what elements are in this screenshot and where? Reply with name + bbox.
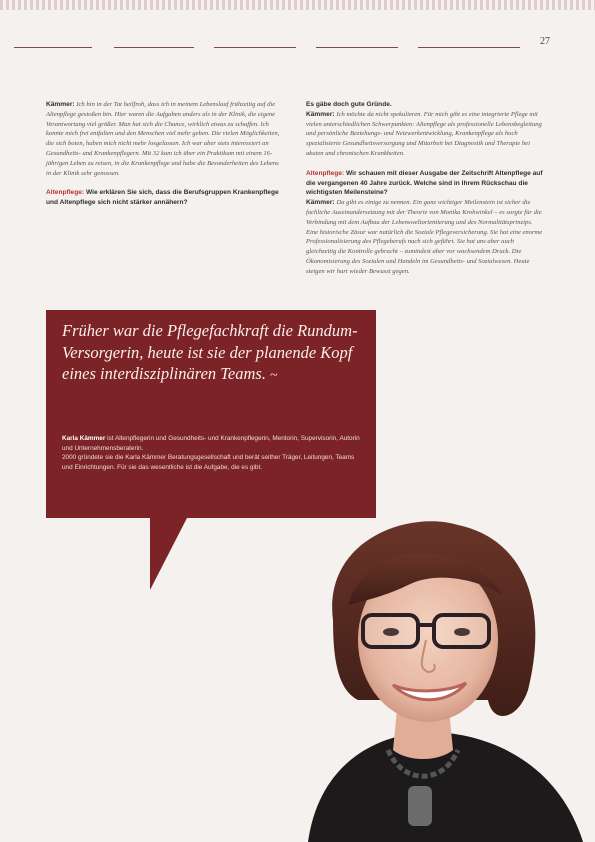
question-text: Wir schauen mit dieser Ausgabe der Zeitschrift Altenpflege auf die vergangenen 40 Jahre zurück. Welche sind in Ihrem Rückschau die wichtigsten Meilensteine? (306, 169, 543, 197)
header-rule-1 (14, 47, 92, 48)
bio-name: Karla Kämmer (62, 435, 106, 442)
pull-quote-box (46, 310, 376, 518)
interview-answer (46, 100, 282, 178)
left-text-column (46, 100, 282, 208)
pull-quote (62, 320, 362, 387)
right-text-column (306, 100, 546, 277)
question-label: Altenpflege: (46, 189, 85, 197)
bio-text-2: 2000 gründete sie die Karla Kämmer Beratungsgesellschaft und berät seither Träger, Leitungen, Teams und Einrichtungen. Für sie das wesentliche ist die Aufgabe, die es gibt. (62, 454, 355, 472)
speaker-label: Kämmer: (306, 199, 335, 207)
interview-answer (306, 198, 546, 276)
interview-question (306, 169, 546, 198)
author-bio (62, 434, 362, 473)
interview-question (46, 188, 282, 208)
header-rule-4 (316, 47, 398, 48)
speaker-label: Kämmer: (46, 101, 75, 108)
answer-text: Ich möchte da nicht spekulieren. Für mich gibt es eine integrierte Pflege mit vielen unterschiedlichen Schwerpunkten: Altenpflege als professionelle Lebensbegleitung und persönliche Beziehungs- und Netzwerkentwicklung, Krankenpflege als hoch spezialisierte Gesundheitsversorgung und Mitarbeit bei Diagnostik und Therapie bei akuten und chronischen Krankheiten. (306, 110, 542, 157)
header-rule-5 (418, 47, 520, 48)
bio-text: ist Altenpflegerin und Gesundheits- und Krankenpflegerin, Mentorin, Supervisorin, Autorin und Unternehmensberaterin. (62, 435, 360, 452)
question-text: Wie erklären Sie sich, dass die Berufsgruppen Krankenpflege und Altenpflege sich nicht stärker annähern? (46, 189, 279, 207)
answer-text: Ich bin in der Tat heilfroh, dass ich in meinem Lebenslauf frühzeitig auf die Altenpflege gestoßen bin. Hier waren die Aufgaben anders als in der Klinik, die eigene Verantwortung viel größer. Man hat sich die Chance, wirklich etwas zu schaffen. Ich konnte mich frei entfalten und den Menschen viel mehr geben. Die vielen Möglichkeiten, die sich boten, haben mich nicht mehr losgelassen. Ich war aber stets interessiert an Gesundheits- und Krankenpflegern. Mit 32 kam ich über ein Praktikum mit einem 16-jährigen Leben zu reisen, in die Krankenpflege und habe die Besonderheiten des Lebens in der Klinik sehr genossen. (46, 101, 280, 177)
speech-bubble-tail (150, 516, 188, 590)
header-rule-2 (114, 47, 194, 48)
interview-answer (306, 110, 546, 159)
page-number: 27 (540, 36, 550, 47)
decorative-top-band (0, 0, 595, 10)
question-label: Altenpflege: (306, 169, 345, 177)
pull-quote-text: Früher war die Pflegefachkraft die Rundum-Versorgerin, heute ist sie der planende Kopf eines interdisziplinären Teams. (62, 321, 358, 383)
header-rule-3 (214, 47, 296, 48)
answer-text: Da gibt es einige zu nennen. Ein ganz wichtiger Meilenstein ist sicher die fachliche Auseinandersetzung mit der Theorie von Monika Krohwinkel – es sorgte für die Verbindung mit dem Aufbau der Lebensweltorientierung und des Normalitätsprinzips. Eine historische Zäsur war natürlich die Soziale Pflegeversicherung. Sie hat eine enorme Professionalisierung des Pflegeberufs nach sich geführt. Sie hat uns aber auch gleichzeitig die Kontrolle gebracht – zumindest aber vor wachsendem Druck. Die Ökonomisierung des Sozialen und Handeln im Gesundheits- und Sozialwesen. Heute steigen wir hart wieder Bewusst gegen. (306, 199, 543, 275)
portrait-photo (238, 500, 595, 842)
interview-question: Es gäbe doch gute Gründe. (306, 101, 392, 108)
necklace-pendant (408, 786, 432, 826)
swirl-ornament-icon: ~ (269, 368, 278, 383)
speaker-label: Kämmer: (306, 110, 335, 118)
